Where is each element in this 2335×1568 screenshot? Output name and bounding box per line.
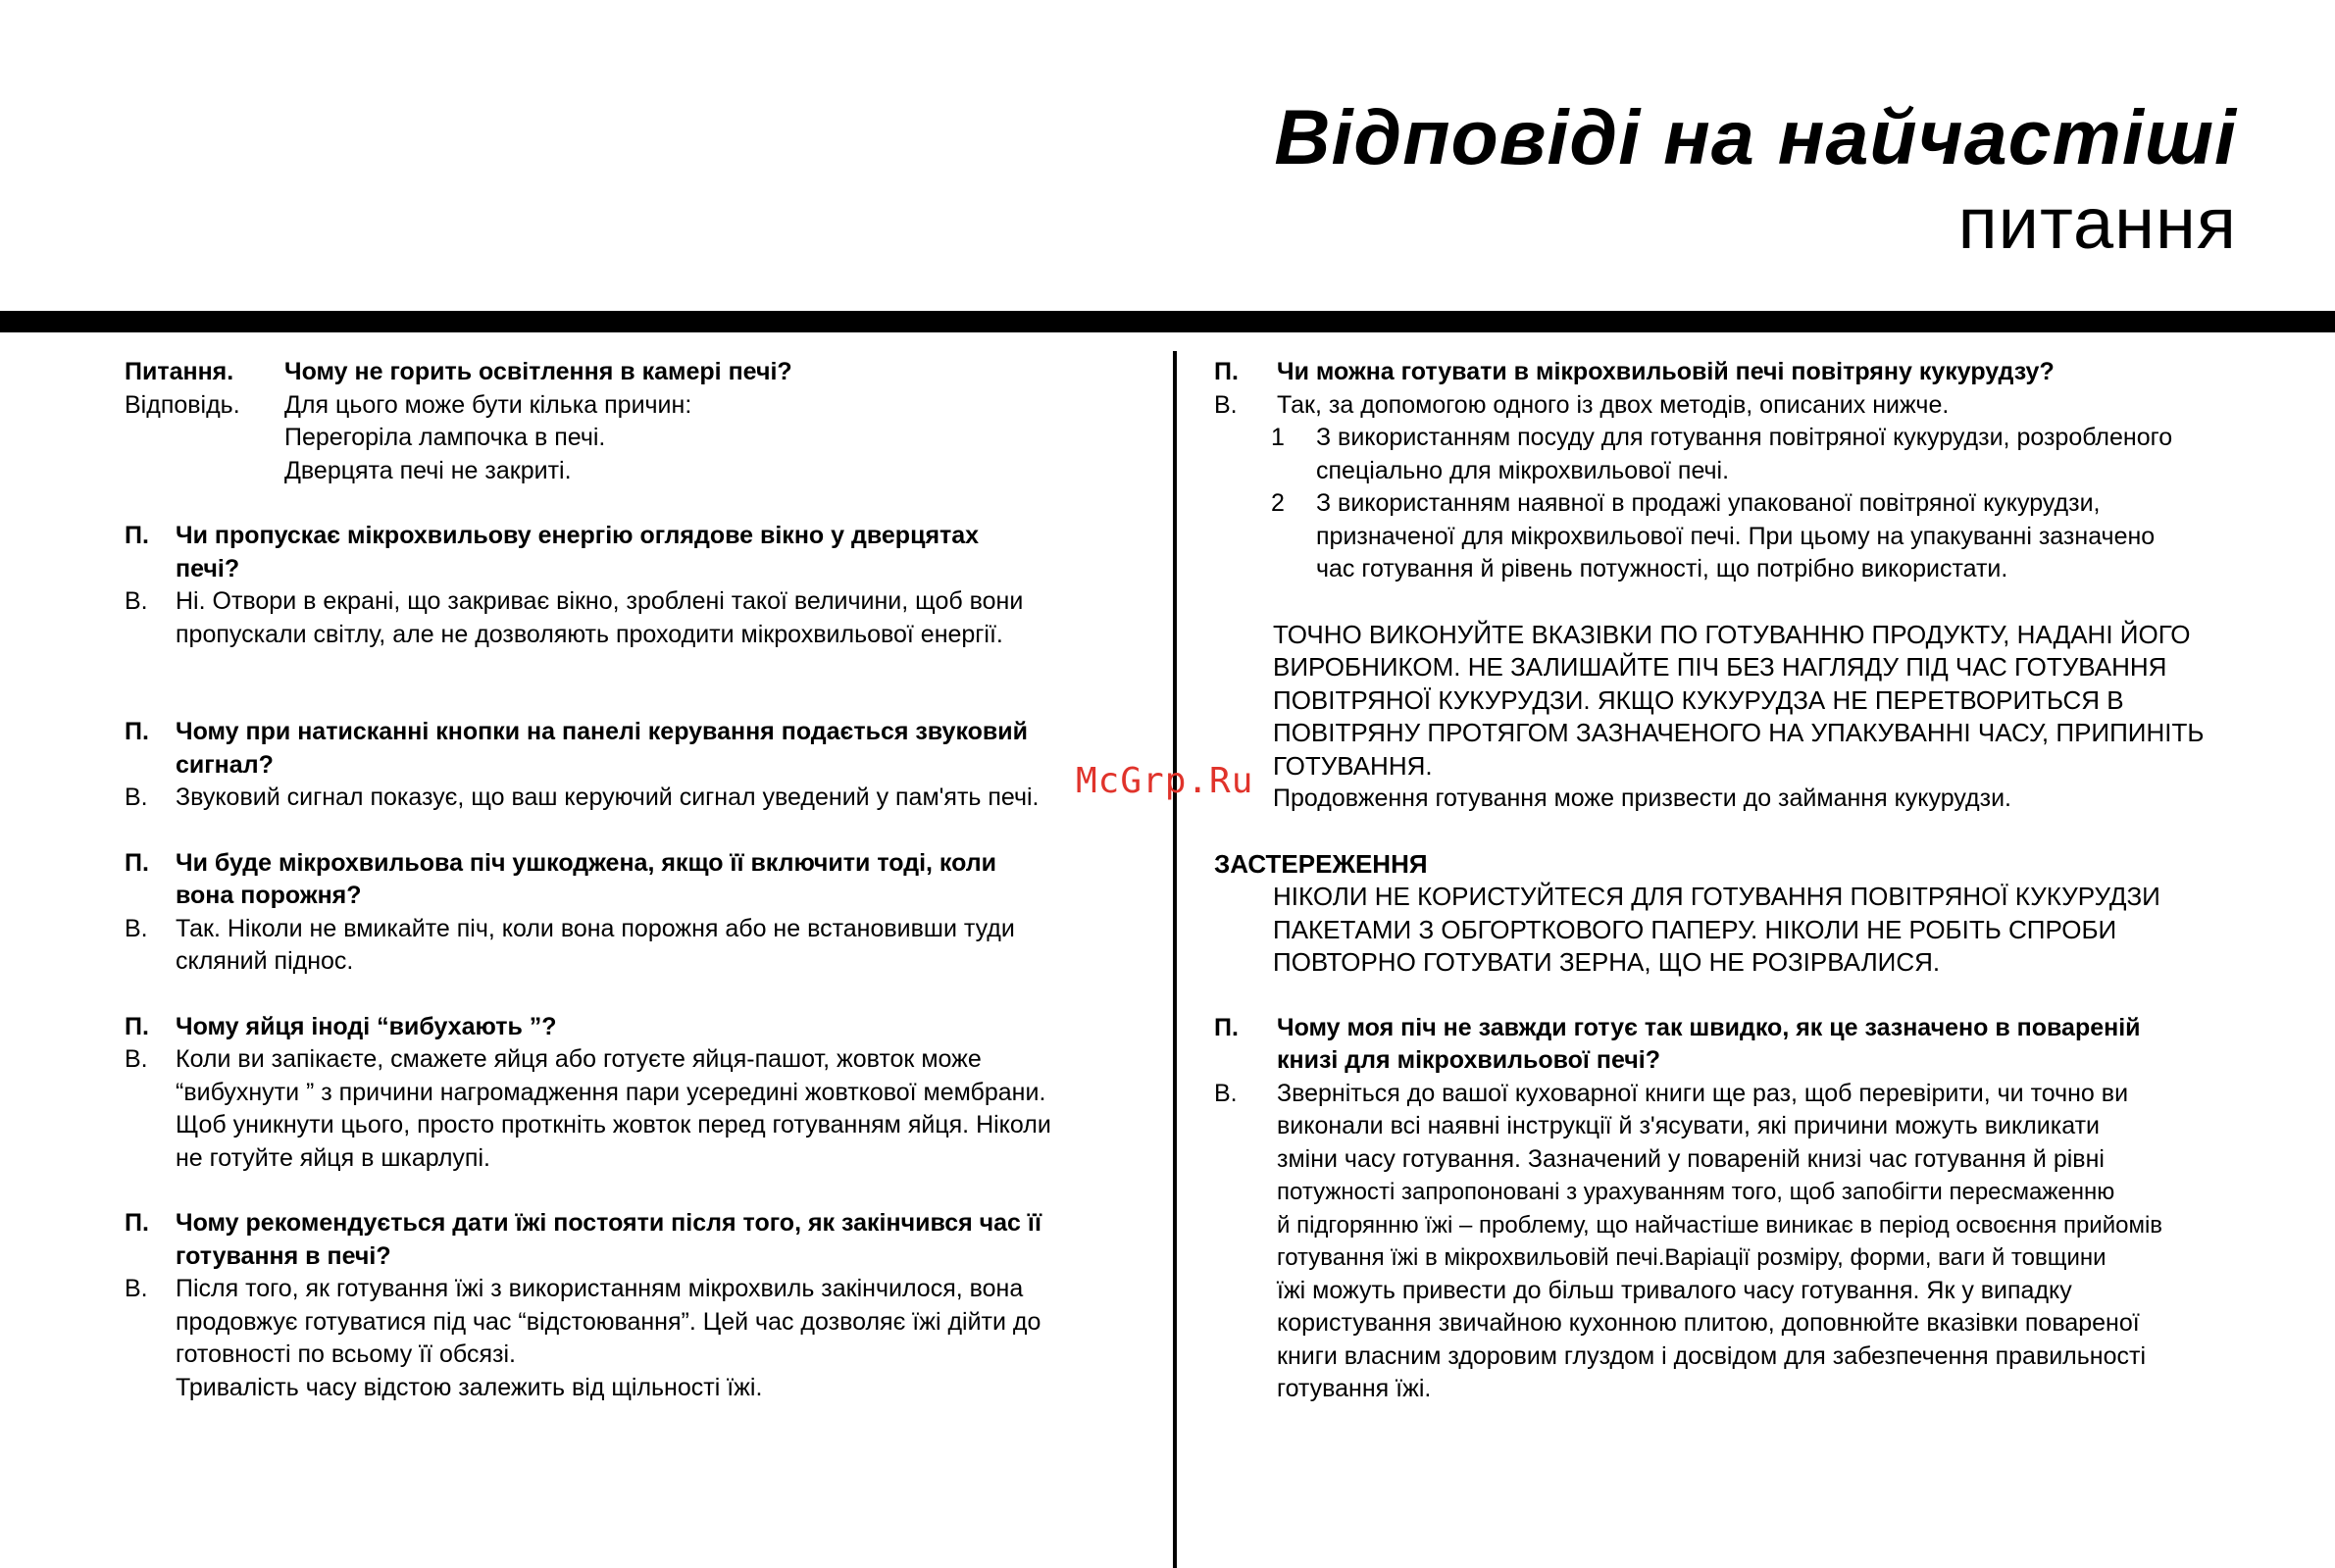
answer-text: Після того, як готування їжі з використанням мікрохвиль закінчилося, вона bbox=[176, 1275, 1024, 1302]
question-text: Чи можна готувати в мікрохвильовій печі повітряну кукурудзу? bbox=[1277, 358, 2055, 385]
warning-title: ЗАСТЕРЕЖЕННЯ bbox=[1214, 848, 1428, 879]
answer-text: й підгорянню їжі – проблему, що найчастіше виникає в період освоєння прийомів bbox=[1277, 1211, 2163, 1239]
instruction-note: Продовження готування може призвести до займання кукурудзи. bbox=[1273, 784, 2011, 812]
answer-tag: Відповідь. bbox=[125, 390, 240, 419]
question bbox=[125, 356, 1154, 389]
warning-text: НІКОЛИ НЕ КОРИСТУЙТЕСЯ ДЛЯ ГОТУВАННЯ ПОВІТРЯНОЇ КУКУРУДЗИ bbox=[1273, 882, 2160, 911]
answer-text: виконали всі наявні інструкції й з'ясувати, які причини можуть викликати bbox=[1277, 1112, 2100, 1139]
answer-text: Так. Ніколи не вмикайте піч, коли вона порожня або не встановивши туди bbox=[176, 914, 1015, 942]
question-tag: П. bbox=[1214, 1013, 1239, 1041]
question-text: Чому яйця іноді “вибухають ”? bbox=[176, 1012, 557, 1040]
answer-text: продовжує готуватися під час “відстоювання”. Цей час дозволяє їжі дійти до bbox=[176, 1307, 1041, 1336]
instruction-text: ВИРОБНИКОМ. НЕ ЗАЛИШАЙТЕ ПІЧ БЕЗ НАГЛЯДУ ПІД ЧАС ГОТУВАННЯ bbox=[1273, 652, 2167, 682]
question-tag: П. bbox=[1214, 358, 1239, 385]
question bbox=[125, 1011, 1154, 1044]
list-item bbox=[1214, 422, 2254, 487]
page-subtitle: питання bbox=[1957, 182, 2237, 264]
list-number: 2 bbox=[1271, 489, 1285, 517]
warning-text: ПАКЕТАМИ З ОБГОРТКОВОГО ПАПЕРУ. НІКОЛИ НЕ РОБІТЬ СПРОБИ bbox=[1273, 914, 2117, 944]
answer-text: готування їжі в мікрохвильовій печі.Варіації розміру, форми, ваги й товщини bbox=[1277, 1244, 2107, 1271]
right-column bbox=[1214, 356, 2254, 1406]
answer-text: Звуковий сигнал показує, що ваш керуючий сигнал уведений у пам'ять печі. bbox=[176, 784, 1040, 811]
answer-tag: В. bbox=[125, 1045, 148, 1073]
instruction-text: ПОВІТРЯНУ ПРОТЯГОМ ЗАЗНАЧЕНОГО НА УПАКУВАННІ ЧАСУ, ПРИПИНІТЬ bbox=[1273, 718, 2205, 747]
answer-text: Дверцята печі не закриті. bbox=[284, 456, 572, 484]
question bbox=[125, 1207, 1154, 1273]
answer bbox=[125, 1043, 1154, 1175]
question-tag: П. bbox=[125, 718, 149, 745]
warning-text: ПОВТОРНО ГОТУВАТИ ЗЕРНА, ЩО НЕ РОЗІРВАЛИСЯ. bbox=[1273, 947, 1941, 977]
question-text: Чому рекомендується дати їжі постояти після того, як закінчився час її bbox=[176, 1209, 1041, 1237]
answer-text: пропускали світлу, але не дозволяють проходити мікрохвильової енергії. bbox=[176, 620, 1003, 648]
list-text: З використанням посуду для готування повітряної кукурудзи, розробленого bbox=[1316, 424, 2173, 451]
answer bbox=[125, 585, 1154, 651]
question-text: печі? bbox=[176, 554, 240, 582]
instruction-text: ГОТУВАННЯ. bbox=[1273, 750, 1433, 781]
answer-text: скляний піднос. bbox=[176, 947, 354, 975]
answer-text: Так, за допомогою одного із двох методів, описаних нижче. bbox=[1277, 390, 1950, 419]
answer-text: Щоб уникнути цього, просто проткніть жовток перед готуванням яйця. Ніколи bbox=[176, 1111, 1051, 1138]
question-tag: Питання. bbox=[125, 358, 234, 385]
warning-block bbox=[1214, 848, 2254, 980]
question bbox=[125, 847, 1154, 913]
faq-item-standing bbox=[125, 1207, 1154, 1404]
answer-tag: В. bbox=[1214, 390, 1238, 419]
question-text: Чому при натисканні кнопки на панелі керування подається звуковий bbox=[176, 718, 1029, 745]
faq-item-window bbox=[125, 520, 1154, 651]
answer bbox=[1214, 389, 2254, 423]
list-text: спеціально для мікрохвильової печі. bbox=[1316, 456, 1730, 484]
answer-text: їжі можуть привести до більш тривалого часу готування. Як у випадку bbox=[1277, 1276, 2072, 1304]
answer-text: потужності запропоновані з урахуванням того, щоб запобігти пересмаженню bbox=[1277, 1179, 2115, 1205]
answer-text: користування звичайною кухонною плитою, доповнюйте вказівки повареної bbox=[1277, 1309, 2140, 1337]
question-text: Чому моя піч не завжди готує так швидко, як це зазначено в повареній bbox=[1277, 1013, 2141, 1041]
answer bbox=[125, 1273, 1154, 1404]
answer-tag: В. bbox=[1214, 1079, 1238, 1107]
answer bbox=[125, 389, 1154, 423]
answer-tag: В. bbox=[125, 784, 148, 811]
answer-text: Тривалість часу відстою залежить від щільності їжі. bbox=[176, 1373, 763, 1401]
instruction-text: ПОВІТРЯНОЇ КУКУРУДЗИ. ЯКЩО КУКУРУДЗА НЕ ПЕРЕТВОРИТЬСЯ В bbox=[1273, 684, 2124, 715]
faq-item-beep bbox=[125, 716, 1154, 815]
faq-item-empty bbox=[125, 847, 1154, 979]
answer-text: зміни часу готування. Зазначений у повареній книзі час готування й рівні bbox=[1277, 1144, 2105, 1173]
answer-text: готування їжі. bbox=[1277, 1375, 1432, 1402]
answer bbox=[1214, 1078, 2254, 1406]
list-text: призначеної для мікрохвильової печі. При цьому на упакуванні зазначено bbox=[1316, 522, 2156, 550]
question bbox=[125, 716, 1154, 782]
answer bbox=[125, 782, 1154, 815]
answer-text: Коли ви запікаєте, смажете яйця або готуєте яйця-пашот, жовток може bbox=[176, 1045, 982, 1073]
question-text: Чи пропускає мікрохвильову енергію оглядове вікно у дверцятах bbox=[176, 522, 980, 549]
answer-text: Перегоріла лампочка в печі. bbox=[284, 424, 606, 451]
question-text: вона порожня? bbox=[176, 882, 362, 909]
answer-text: Зверніться до вашої куховарної книги ще раз, щоб перевірити, чи точно ви bbox=[1277, 1079, 2129, 1107]
answer-text: не готуйте яйця в шкарлупі. bbox=[176, 1143, 490, 1172]
answer-text: книги власним здоровим глуздом і досвідом для забезпечення правильності bbox=[1277, 1341, 2147, 1370]
list-text: З використанням наявної в продажі упакованої повітряної кукурудзи, bbox=[1316, 489, 2101, 517]
faq-item-popcorn bbox=[1214, 356, 2254, 816]
question-text: Чи буде мікрохвильова піч ушкоджена, якщо її включити тоді, коли bbox=[176, 848, 996, 877]
answer-tag: В. bbox=[125, 1275, 148, 1302]
question-text: Чому не горить освітлення в камері печі? bbox=[284, 358, 792, 385]
answer-tag: В. bbox=[125, 914, 148, 942]
answer-text: Для цього може бути кілька причин: bbox=[284, 390, 692, 419]
list-number: 1 bbox=[1271, 424, 1285, 451]
question-tag: П. bbox=[125, 1012, 149, 1040]
question-text: книзі для мікрохвильової печі? bbox=[1277, 1046, 1661, 1074]
answer-text: готовності по всьому її обсязі. bbox=[176, 1340, 516, 1368]
question-tag: П. bbox=[125, 1209, 149, 1237]
question-text: сигнал? bbox=[176, 750, 274, 779]
answer-text: Ні. Отвори в екрані, що закриває вікно, зроблені такої величини, щоб вони bbox=[176, 587, 1024, 615]
page-header bbox=[1274, 93, 2237, 264]
question bbox=[125, 520, 1154, 585]
instruction-text: ТОЧНО ВИКОНУЙТЕ ВКАЗІВКИ ПО ГОТУВАННЮ ПРОДУКТУ, НАДАНІ ЙОГО bbox=[1273, 619, 2191, 649]
question bbox=[1214, 356, 2254, 389]
popcorn-instructions bbox=[1214, 619, 2254, 816]
page-title: Відповіді на найчастіші bbox=[1274, 93, 2237, 180]
faq-item-speed bbox=[1214, 1012, 2254, 1406]
column-divider bbox=[1173, 351, 1177, 1568]
question-tag: П. bbox=[125, 848, 149, 877]
watermark-text: McGrp.Ru bbox=[1076, 761, 1254, 801]
question-tag: П. bbox=[125, 522, 149, 549]
left-column bbox=[125, 356, 1154, 1437]
answer-tag: В. bbox=[125, 587, 148, 615]
answer bbox=[125, 913, 1154, 979]
faq-item-eggs bbox=[125, 1011, 1154, 1176]
header-rule bbox=[0, 311, 2335, 332]
answer-text: “вибухнути ” з причини нагромадження пари усередині жовткової мембрани. bbox=[176, 1078, 1046, 1106]
faq-item-light bbox=[125, 356, 1154, 487]
question-text: готування в печі? bbox=[176, 1241, 391, 1270]
list-text: час готування й рівень потужності, що потрібно використати. bbox=[1316, 555, 2008, 582]
list-item bbox=[1214, 487, 2254, 586]
question bbox=[1214, 1012, 2254, 1078]
